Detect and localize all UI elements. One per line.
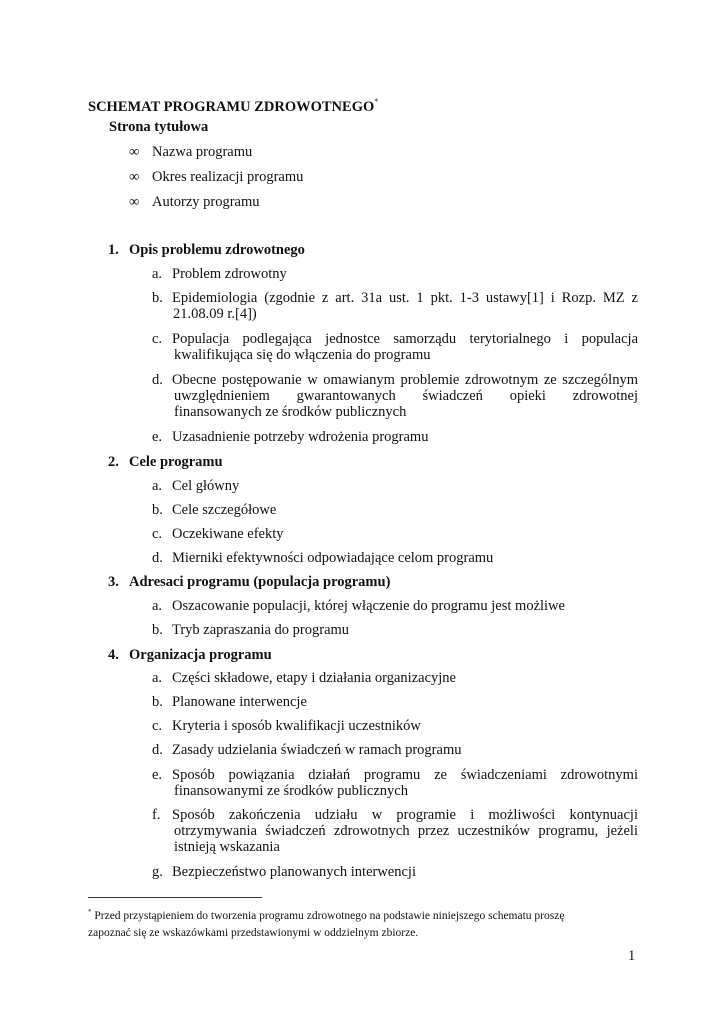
document-title — [88, 94, 378, 115]
item-text-line: Oczekiwane efekty — [172, 526, 284, 542]
item-text-line: Populacja podlegająca jednostce samorządu terytorialnego i populacja — [172, 331, 638, 347]
item-letter: a. — [152, 598, 163, 614]
item-text-line: Cele szczegółowe — [172, 502, 277, 518]
item-text-line: Kryteria i sposób kwalifikacji uczestników — [172, 718, 421, 734]
item-text — [172, 767, 638, 799]
item-text-line: uwzględnieniem gwarantowanych świadczeń opieki zdrowotnej — [174, 388, 638, 404]
item-text-line: Cel główny — [172, 478, 240, 494]
section-title: Opis problemu zdrowotnego — [129, 242, 305, 258]
item-letter: e. — [152, 767, 163, 783]
item-text-line: Sposób zakończenia udziału w programie i możliwości kontynuacji — [172, 807, 638, 823]
item-text — [172, 807, 638, 855]
section-title: Adresaci programu (populacja programu) — [129, 574, 391, 590]
footnote-text: Przed przystąpieniem do tworzenia programu zdrowotnego na podstawie niniejszego schematu proszę zapoznać się ze wskazówkami przedstawionymi w oddzielnym zbiorze. — [88, 910, 565, 939]
footnote — [88, 904, 608, 942]
bullet-item-text: Okres realizacji programu — [152, 169, 304, 185]
bullet-item-text: Nazwa programu — [152, 144, 253, 160]
item-letter: b. — [152, 622, 163, 638]
item-letter: d. — [152, 742, 163, 758]
infinity-bullet-icon: ∞ — [129, 169, 140, 185]
section-number: 3. — [108, 574, 119, 590]
footnote-separator — [88, 897, 262, 898]
item-text-line: Uzasadnienie potrzeby wdrożenia programu — [172, 429, 429, 445]
item-text-line: otrzymywania świadczeń zdrowotnych przez uczestników programu, jeżeli — [174, 823, 638, 839]
item-letter: a. — [152, 478, 163, 494]
item-text-line: Obecne postępowanie w omawianym problemie zdrowotnym ze szczególnym — [172, 372, 638, 388]
item-text — [172, 478, 638, 494]
title-footnote-marker: * — [374, 97, 379, 106]
item-text-line: Mierniki efektywności odpowiadające celom programu — [172, 550, 494, 566]
page-number: 1 — [628, 948, 636, 964]
section-number: 1. — [108, 242, 119, 258]
footnote-marker: * — [88, 908, 92, 916]
item-text-line: Sposób powiązania działań programu ze świadczeniami zdrowotnymi — [172, 767, 638, 783]
item-text-line: Zasady udzielania świadczeń w ramach programu — [172, 742, 462, 758]
item-letter: b. — [152, 502, 163, 518]
item-text — [172, 864, 638, 880]
item-text — [172, 718, 638, 734]
item-text-line: Części składowe, etapy i działania organizacyjne — [172, 670, 456, 686]
section-title: Organizacja programu — [129, 647, 272, 663]
item-text — [172, 550, 638, 566]
title-page-heading: Strona tytułowa — [109, 119, 209, 135]
item-text — [172, 694, 638, 710]
bullet-item — [129, 144, 252, 160]
item-letter: b. — [152, 694, 163, 710]
item-letter: f. — [152, 807, 161, 823]
item-text — [172, 429, 638, 445]
item-letter: c. — [152, 526, 163, 542]
section-number: 2. — [108, 454, 119, 470]
item-letter: a. — [152, 266, 163, 282]
item-text — [172, 290, 638, 322]
item-letter: b. — [152, 290, 163, 306]
item-letter: a. — [152, 670, 163, 686]
item-text — [172, 670, 638, 686]
section-number: 4. — [108, 647, 119, 663]
section-title: Cele programu — [129, 454, 223, 470]
item-text-line: finansowanych ze środków publicznych — [174, 404, 407, 420]
item-text — [172, 742, 638, 758]
infinity-bullet-icon: ∞ — [129, 144, 140, 160]
infinity-bullet-icon: ∞ — [129, 194, 140, 210]
item-text-line: Tryb zapraszania do programu — [172, 622, 350, 638]
item-letter: g. — [152, 864, 163, 880]
item-text-line: 21.08.09 r.[4]) — [173, 306, 257, 322]
item-text — [172, 526, 638, 542]
item-text — [172, 372, 638, 420]
item-text — [172, 502, 638, 518]
item-text-line: Bezpieczeństwo planowanych interwencji — [172, 864, 416, 880]
item-text-line: Problem zdrowotny — [172, 266, 287, 282]
item-text-line: Epidemiologia (zgodnie z art. 31a ust. 1 pkt. 1-3 ustawy[1] i Rozp. MZ z — [172, 290, 638, 306]
bullet-item — [129, 169, 303, 185]
item-text-line: finansowanymi ze środków publicznych — [174, 783, 408, 799]
item-letter: e. — [152, 429, 163, 445]
item-letter: d. — [152, 550, 163, 566]
item-text — [172, 598, 638, 614]
item-text — [172, 331, 638, 363]
document-title-text: SCHEMAT PROGRAMU ZDROWOTNEGO — [88, 99, 375, 115]
item-text-line: istnieją wskazania — [174, 839, 280, 855]
item-letter: c. — [152, 331, 163, 347]
item-letter: d. — [152, 372, 163, 388]
item-letter: c. — [152, 718, 163, 734]
bullet-item-text: Autorzy programu — [152, 194, 260, 210]
item-text — [172, 622, 638, 638]
item-text — [172, 266, 638, 282]
item-text-line: Planowane interwencje — [172, 694, 307, 710]
item-text-line: kwalifikująca się do włączenia do programu — [174, 347, 431, 363]
item-text-line: Oszacowanie populacji, której włączenie do programu jest możliwe — [172, 598, 565, 614]
bullet-item — [129, 194, 260, 210]
